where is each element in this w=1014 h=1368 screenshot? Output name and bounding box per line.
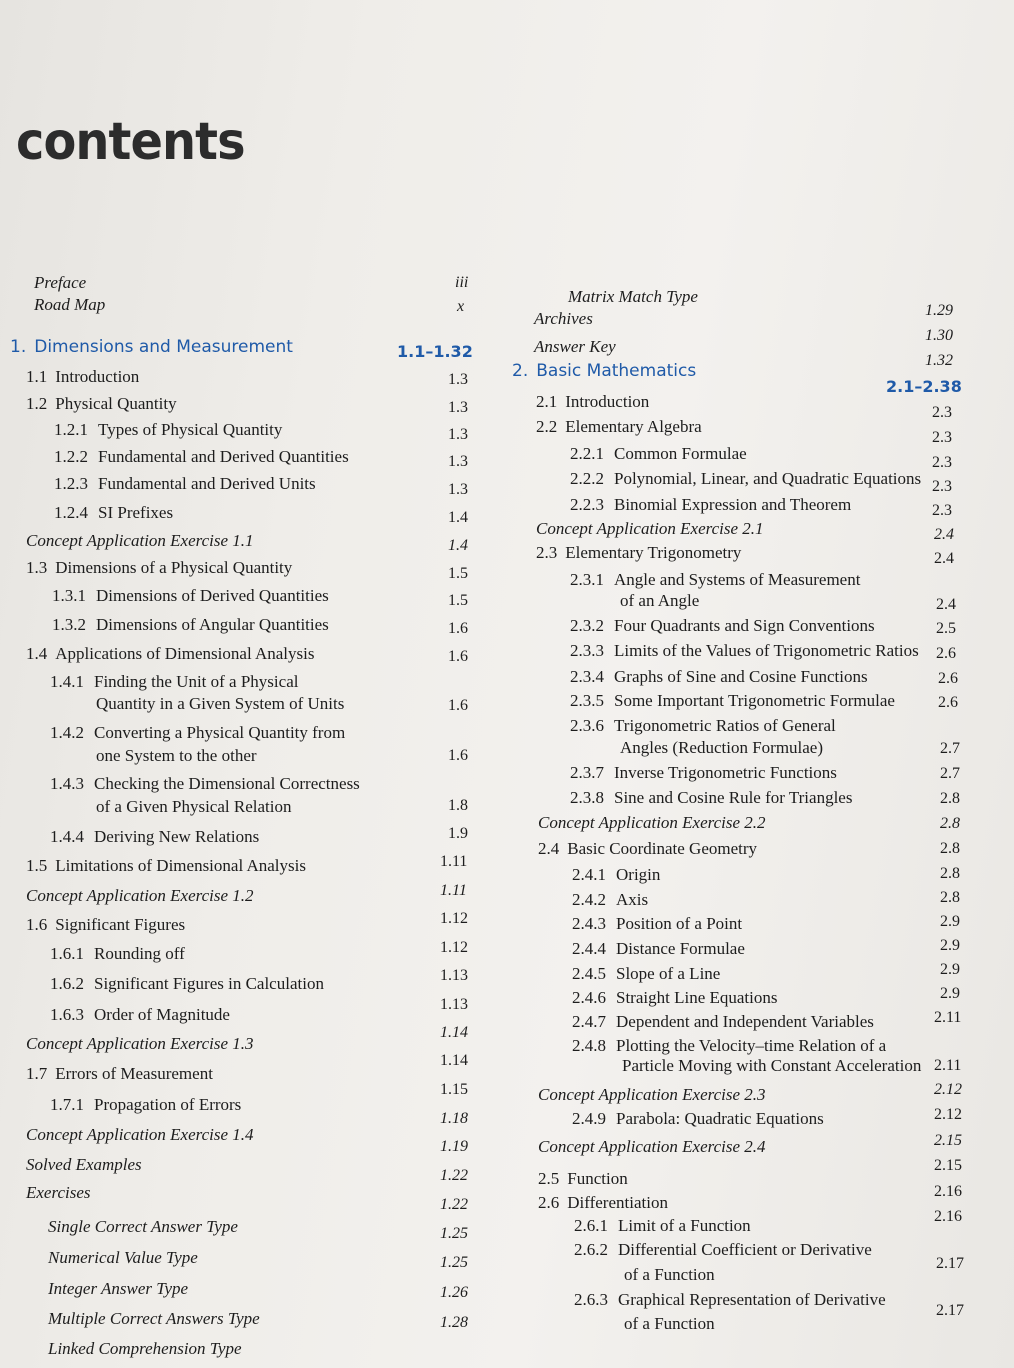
toc-entry	[574, 1239, 872, 1265]
toc-entry-title: Function	[567, 1169, 628, 1188]
toc-entry-number: 1.6.3	[50, 1005, 84, 1024]
toc-entry-title: Finding the Unit of a Physical	[94, 672, 299, 691]
toc-entry	[96, 745, 257, 771]
toc-entry-title: Exercises	[26, 1183, 91, 1202]
toc-entry	[536, 416, 702, 442]
toc-entry-title: Particle Moving with Constant Acceleration	[622, 1056, 922, 1075]
toc-entry	[54, 419, 282, 445]
toc-entry-title: of a Function	[624, 1314, 715, 1333]
toc-entry	[620, 590, 699, 616]
toc-entry-number: 1.3.2	[52, 615, 86, 634]
toc-entry-number: 1.6.2	[50, 974, 84, 993]
toc-page-number: 1.6	[448, 697, 468, 714]
toc-entry-title: Distance Formulae	[616, 939, 745, 958]
toc-page-number: 2.3	[932, 429, 952, 446]
page-title: contents	[16, 112, 245, 172]
toc-entry	[570, 787, 852, 813]
toc-entry	[26, 1124, 254, 1150]
toc-entry-title: of an Angle	[620, 591, 700, 610]
toc-entry-number: 2.4.3	[572, 914, 606, 933]
toc-entry-title: Significant Figures in Calculation	[94, 974, 324, 993]
toc-entry	[572, 913, 742, 939]
toc-entry-title: Slope of a Line	[616, 964, 721, 983]
toc-page-number: 2.17	[936, 1302, 964, 1319]
toc-entry-number: 2.3	[536, 543, 558, 562]
toc-entry-number: 1.	[10, 337, 27, 357]
toc-entry-title: Introduction	[55, 367, 140, 386]
toc-entry-title: Binomial Expression and Theorem	[614, 495, 852, 514]
toc-entry-title: Dimensions of a Physical Quantity	[55, 558, 293, 577]
toc-entry-title: Fundamental and Derived Quantities	[98, 447, 349, 466]
toc-entry-title: Concept Application Exercise 2.4	[538, 1137, 766, 1156]
toc-entry	[52, 585, 329, 611]
toc-entry-title: Parabola: Quadratic Equations	[616, 1109, 824, 1128]
toc-page-number: 2.8	[940, 840, 960, 857]
toc-page-number: 2.9	[940, 937, 960, 954]
toc-page-number: 2.6	[936, 645, 956, 662]
toc-entry-number: 2.1	[536, 392, 558, 411]
toc-page-number: 2.11	[934, 1057, 962, 1074]
toc-page-number: 2.16	[934, 1183, 962, 1200]
toc-entry	[570, 666, 868, 692]
toc-page-number: 1.3	[448, 481, 468, 498]
toc-entry-number: 2.2.1	[570, 444, 604, 463]
toc-entry-number: 2.4.7	[572, 1012, 606, 1031]
toc-entry-number: 1.3.1	[52, 586, 86, 605]
toc-entry	[570, 615, 875, 641]
toc-entry-title: Preface	[34, 273, 87, 292]
toc-entry	[534, 308, 593, 334]
toc-entry-title: Concept Application Exercise 2.1	[536, 519, 764, 538]
toc-entry	[572, 1011, 874, 1037]
toc-entry-title: Position of a Point	[616, 914, 743, 933]
toc-entry-title: Concept Application Exercise 2.2	[538, 813, 766, 832]
toc-entry-title: Physical Quantity	[55, 394, 177, 413]
toc-entry-title: Elementary Trigonometry	[565, 543, 742, 562]
toc-page-number: 1.14	[440, 1024, 468, 1041]
toc-page-number: 1.3	[448, 399, 468, 416]
toc-page-number: 1.13	[440, 996, 468, 1013]
toc-entry-title: Introduction	[565, 392, 650, 411]
toc-entry	[624, 1313, 715, 1339]
toc-page-number: 2.8	[940, 790, 960, 807]
toc-entry-title: Deriving New Relations	[94, 827, 260, 846]
toc-page-number: 2.16	[934, 1208, 962, 1225]
toc-entry	[48, 1247, 198, 1273]
toc-page-number: 1.29	[925, 302, 953, 319]
toc-page-number: 2.7	[940, 765, 960, 782]
toc-page-number: 2.3	[932, 478, 952, 495]
toc-entry	[10, 336, 293, 362]
toc-entry-title: Trigonometric Ratios of General	[614, 716, 836, 735]
toc-entry	[572, 963, 720, 989]
toc-entry-title: Basic Mathematics	[536, 361, 697, 381]
toc-entry	[48, 1216, 238, 1242]
toc-entry-title: Concept Application Exercise 1.2	[26, 886, 254, 905]
toc-entry-title: of a Function	[624, 1265, 715, 1284]
toc-entry-title: Quantity in a Given System of Units	[96, 694, 345, 713]
toc-entry-number: 2.	[512, 361, 529, 381]
toc-page-number: 1.26	[440, 1284, 468, 1301]
toc-page-number: 1.11	[440, 882, 467, 899]
toc-entry-number: 1.2.2	[54, 447, 88, 466]
toc-page-number: 1.5	[448, 565, 468, 582]
toc-entry-title: Concept Application Exercise 1.3	[26, 1034, 254, 1053]
toc-entry-number: 2.3.4	[570, 667, 604, 686]
toc-entry-title: Rounding off	[94, 944, 185, 963]
toc-entry-title: Errors of Measurement	[55, 1064, 213, 1083]
toc-entry-number: 2.6.3	[574, 1290, 608, 1309]
toc-entry-number: 1.6.1	[50, 944, 84, 963]
toc-entry-number: 1.4.3	[50, 774, 84, 793]
toc-entry	[26, 557, 292, 583]
toc-entry-number: 2.4.5	[572, 964, 606, 983]
toc-page-number: 2.8	[940, 815, 960, 832]
toc-entry-number: 1.1	[26, 367, 48, 386]
toc-page-number: 1.5	[448, 592, 468, 609]
toc-entry-number: 2.2.2	[570, 469, 604, 488]
toc-entry-number: 2.2	[536, 417, 558, 436]
toc-entry	[536, 518, 764, 544]
toc-entry-title: Elementary Algebra	[565, 417, 702, 436]
toc-page-number: 2.15	[934, 1132, 962, 1149]
toc-entry-number: 1.4.1	[50, 672, 84, 691]
toc-entry-title: one System to the other	[96, 746, 257, 765]
toc-entry-title: Solved Examples	[26, 1155, 142, 1174]
toc-entry	[50, 1094, 241, 1120]
toc-entry	[572, 938, 745, 964]
toc-page-number: 2.4	[934, 550, 954, 567]
toc-entry-number: 2.2.3	[570, 495, 604, 514]
toc-page-number: 1.6	[448, 620, 468, 637]
toc-page-number: 2.8	[940, 889, 960, 906]
toc-page-number: 1.25	[440, 1225, 468, 1242]
toc-entry-number: 2.4.9	[572, 1109, 606, 1128]
toc-entry	[26, 855, 306, 881]
toc-page-number: 2.11	[934, 1009, 962, 1026]
toc-page-number: 2.9	[940, 913, 960, 930]
toc-entry-number: 1.7	[26, 1064, 48, 1083]
toc-entry-number: 1.2	[26, 394, 48, 413]
toc-entry-number: 2.4.1	[572, 865, 606, 884]
toc-entry-title: Concept Application Exercise 1.4	[26, 1125, 254, 1144]
toc-entry-number: 2.3.3	[570, 641, 604, 660]
toc-entry-number: 1.4	[26, 644, 48, 663]
toc-entry	[96, 693, 344, 719]
toc-entry	[538, 1136, 766, 1162]
toc-entry-title: Differential Coefficient or Derivative	[618, 1240, 872, 1259]
toc-page-number: 2.1–2.38	[886, 377, 962, 396]
toc-page-number: 1.22	[440, 1196, 468, 1213]
toc-entry-number: 1.2.3	[54, 474, 88, 493]
toc-entry	[34, 294, 105, 320]
toc-entry-title: Limit of a Function	[618, 1216, 751, 1235]
toc-page-number: 1.22	[440, 1167, 468, 1184]
toc-entry-number: 2.6	[538, 1193, 560, 1212]
toc-page-number: 1.32	[925, 352, 953, 369]
toc-entry	[50, 1004, 230, 1030]
toc-entry	[572, 1108, 824, 1134]
toc-entry-title: Concept Application Exercise 1.1	[26, 531, 254, 550]
toc-entry	[570, 443, 747, 469]
toc-entry	[570, 640, 919, 666]
toc-entry-title: Dimensions and Measurement	[34, 337, 293, 357]
toc-entry	[572, 987, 777, 1013]
toc-entry-title: Differentiation	[567, 1193, 668, 1212]
toc-entry-number: 2.3.6	[570, 716, 604, 735]
toc-page-number: 2.4	[934, 526, 954, 543]
toc-entry-number: 2.5	[538, 1169, 560, 1188]
toc-entry-title: Answer Key	[534, 337, 616, 356]
toc-entry-title: Graphs of Sine and Cosine Functions	[614, 667, 868, 686]
toc-page-number: 1.11	[440, 853, 468, 870]
toc-entry-number: 2.4.8	[572, 1036, 606, 1055]
toc-page-number: 2.4	[936, 596, 956, 613]
toc-entry	[52, 614, 329, 640]
toc-page-number: 2.6	[938, 694, 958, 711]
toc-entry-number: 2.6.2	[574, 1240, 608, 1259]
toc-entry-title: Limits of the Values of Trigonometric Ratios	[614, 641, 919, 660]
toc-entry	[50, 943, 185, 969]
toc-entry-number: 1.5	[26, 856, 48, 875]
toc-entry-title: Order of Magnitude	[94, 1005, 230, 1024]
toc-entry-title: Graphical Representation of Derivative	[618, 1290, 886, 1309]
toc-entry	[26, 914, 185, 940]
toc-page-number: 2.17	[936, 1255, 964, 1272]
toc-entry	[48, 1278, 188, 1304]
toc-entry	[26, 1154, 142, 1180]
toc-entry-title: Fundamental and Derived Units	[98, 474, 316, 493]
toc-page-number: 1.9	[448, 825, 468, 842]
toc-entry-title: Sine and Cosine Rule for Triangles	[614, 788, 853, 807]
toc-entry-title: Basic Coordinate Geometry	[567, 839, 758, 858]
toc-entry-title: Numerical Value Type	[48, 1248, 198, 1267]
toc-page-number: 1.12	[440, 939, 468, 956]
toc-entry	[538, 838, 757, 864]
toc-page-number: iii	[455, 274, 469, 291]
toc-entry-title: Dependent and Independent Variables	[616, 1012, 874, 1031]
toc-entry	[570, 690, 895, 716]
toc-page-number: 1.13	[440, 967, 468, 984]
toc-entry-title: Archives	[534, 309, 593, 328]
toc-entry-title: Types of Physical Quantity	[98, 420, 283, 439]
toc-entry	[574, 1289, 886, 1315]
toc-entry	[624, 1264, 715, 1290]
toc-entry-title: Axis	[616, 890, 649, 909]
toc-entry	[26, 885, 254, 911]
toc-page-number: 2.3	[932, 502, 952, 519]
toc-entry-title: Matrix Match Type	[568, 287, 698, 306]
toc-entry	[572, 864, 660, 890]
toc-page-number: 1.3	[448, 426, 468, 443]
toc-entry-title: Four Quadrants and Sign Conventions	[614, 616, 875, 635]
toc-entry-title: Limitations of Dimensional Analysis	[55, 856, 306, 875]
toc-page-number: 2.3	[932, 454, 952, 471]
toc-page-number: 1.30	[925, 327, 953, 344]
toc-entry	[570, 468, 921, 494]
toc-entry	[48, 1338, 242, 1364]
toc-entry-title: Significant Figures	[55, 915, 186, 934]
toc-entry-number: 1.3	[26, 558, 48, 577]
toc-entry-number: 1.6	[26, 915, 48, 934]
toc-entry-title: of a Given Physical Relation	[96, 797, 292, 816]
toc-entry-title: Applications of Dimensional Analysis	[55, 644, 315, 663]
toc-entry	[538, 812, 766, 838]
toc-entry-title: Linked Comprehension Type	[48, 1339, 242, 1358]
toc-page-number: 2.8	[940, 865, 960, 882]
toc-entry-title: Checking the Dimensional Correctness	[94, 774, 360, 793]
toc-page-number: 2.7	[940, 740, 960, 757]
toc-entry	[26, 1182, 91, 1208]
toc-page-number: 1.1–1.32	[397, 342, 473, 361]
toc-entry-number: 1.2.4	[54, 503, 88, 522]
toc-entry	[572, 889, 648, 915]
toc-entry	[570, 494, 851, 520]
toc-entry-title: Concept Application Exercise 2.3	[538, 1085, 766, 1104]
toc-entry-title: Converting a Physical Quantity from	[94, 723, 346, 742]
toc-entry-number: 1.4.4	[50, 827, 84, 846]
toc-entry	[50, 826, 259, 852]
toc-entry-title: Some Important Trigonometric Formulae	[614, 691, 895, 710]
toc-entry-title: Multiple Correct Answers Type	[48, 1309, 260, 1328]
toc-entry	[536, 542, 741, 568]
toc-entry	[26, 393, 177, 419]
toc-entry-number: 1.2.1	[54, 420, 88, 439]
toc-entry-number: 2.6.1	[574, 1216, 608, 1235]
toc-entry	[536, 391, 649, 417]
toc-page-number: 2.15	[934, 1157, 962, 1174]
toc-entry	[538, 1168, 628, 1194]
toc-entry-title: Straight Line Equations	[616, 988, 778, 1007]
toc-entry-title: Single Correct Answer Type	[48, 1217, 238, 1236]
toc-page-number: 1.28	[440, 1314, 468, 1331]
toc-entry-number: 2.4.6	[572, 988, 606, 1007]
toc-entry	[54, 446, 349, 472]
toc-entry-number: 1.7.1	[50, 1095, 84, 1114]
toc-entry-title: Dimensions of Angular Quantities	[96, 615, 329, 634]
toc-page-number: 1.4	[448, 537, 468, 554]
toc-entry-number: 2.4.4	[572, 939, 606, 958]
toc-page-number: 1.8	[448, 797, 468, 814]
toc-entry	[538, 1084, 766, 1110]
toc-page-number: 1.3	[448, 371, 468, 388]
toc-page-number: 1.15	[440, 1081, 468, 1098]
toc-entry	[620, 737, 823, 763]
toc-entry	[512, 360, 696, 386]
toc-entry-number: 2.4.2	[572, 890, 606, 909]
toc-entry-title: Inverse Trigonometric Functions	[614, 763, 837, 782]
toc-page-number: 1.14	[440, 1052, 468, 1069]
toc-entry	[26, 643, 314, 669]
toc-entry-title: Road Map	[34, 295, 106, 314]
toc-entry-title: SI Prefixes	[98, 503, 174, 522]
toc-page-number: 2.3	[932, 404, 952, 421]
toc-page-number: 1.18	[440, 1110, 468, 1127]
toc-entry	[26, 1063, 213, 1089]
toc-entry	[574, 1215, 751, 1241]
toc-page-number: 1.3	[448, 453, 468, 470]
toc-entry-number: 2.3.5	[570, 691, 604, 710]
toc-entry-title: Propagation of Errors	[94, 1095, 242, 1114]
toc-entry-number: 2.3.7	[570, 763, 604, 782]
toc-entry	[570, 762, 837, 788]
toc-entry	[26, 530, 254, 556]
toc-entry	[48, 1308, 260, 1334]
toc-entry	[534, 336, 616, 362]
toc-page-number: 1.25	[440, 1254, 468, 1271]
toc-entry	[54, 502, 173, 528]
toc-entry-title: Angles (Reduction Formulae)	[620, 738, 824, 757]
toc-entry-number: 2.3.2	[570, 616, 604, 635]
toc-entry-title: Angle and Systems of Measurement	[614, 570, 861, 589]
toc-entry-title: Polynomial, Linear, and Quadratic Equations	[614, 469, 922, 488]
toc-entry	[50, 973, 324, 999]
toc-page-number: 2.12	[934, 1106, 962, 1123]
toc-entry	[96, 796, 291, 822]
toc-entry	[26, 1033, 254, 1059]
toc-entry	[570, 569, 860, 595]
toc-page-number: 2.6	[938, 670, 958, 687]
toc-entry	[26, 366, 139, 392]
toc-entry-title: Origin	[616, 865, 661, 884]
toc-entry-title: Plotting the Velocity–time Relation of a	[616, 1036, 887, 1055]
toc-page-number: 1.4	[448, 509, 468, 526]
toc-page-number: 1.6	[448, 648, 468, 665]
toc-entry	[622, 1055, 921, 1081]
toc-page-number: 2.9	[940, 985, 960, 1002]
toc-entry-title: Integer Answer Type	[48, 1279, 189, 1298]
toc-page-number: 2.5	[936, 620, 956, 637]
toc-page-number: 2.12	[934, 1081, 962, 1098]
toc-page-number: 2.9	[940, 961, 960, 978]
toc-entry-number: 2.3.1	[570, 570, 604, 589]
toc-entry-title: Dimensions of Derived Quantities	[96, 586, 329, 605]
toc-entry	[54, 473, 316, 499]
toc-page-number: x	[457, 298, 465, 315]
toc-page-number: 1.19	[440, 1138, 468, 1155]
toc-page-number: 1.6	[448, 747, 468, 764]
toc-entry-title: Common Formulae	[614, 444, 747, 463]
toc-entry-number: 2.3.8	[570, 788, 604, 807]
toc-page-number: 1.12	[440, 910, 468, 927]
toc-entry-number: 1.4.2	[50, 723, 84, 742]
toc-entry-number: 2.4	[538, 839, 560, 858]
